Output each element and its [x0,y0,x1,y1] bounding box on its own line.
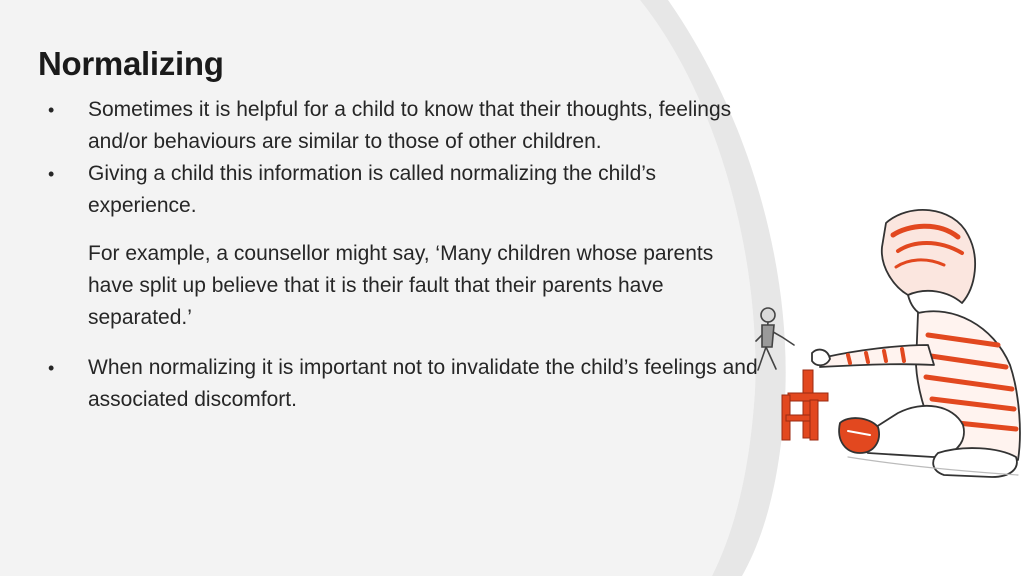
child-playing-illustration [748,195,1024,495]
bullet-dot-icon: • [48,100,55,120]
bullet-item [0,94,760,158]
child-figure [812,210,1020,477]
bullet-dot-icon: • [48,164,55,184]
slide-body [0,94,760,416]
example-paragraph: For example, a counsellor might say, ‘Many children whose parents have split up believe that it is their fault that their parents have separated.’ [88,242,714,329]
toy-figure-icon [756,308,794,370]
bullet-dot-icon: • [48,358,55,378]
bullet-text: When normalizing it is important not to invalidate the child’s feelings and associated discomfort. [88,356,758,411]
bullet-item [0,158,760,222]
bullet-item [0,352,760,416]
slide-title: Normalizing [38,45,224,82]
bullet-text: Giving a child this information is called normalizing the child’s experience. [88,162,657,217]
toy-chair-icon [782,370,828,440]
bullet-text: Sometimes it is helpful for a child to know that their thoughts, feelings and/or behaviours are similar to those of other children. [88,98,732,153]
